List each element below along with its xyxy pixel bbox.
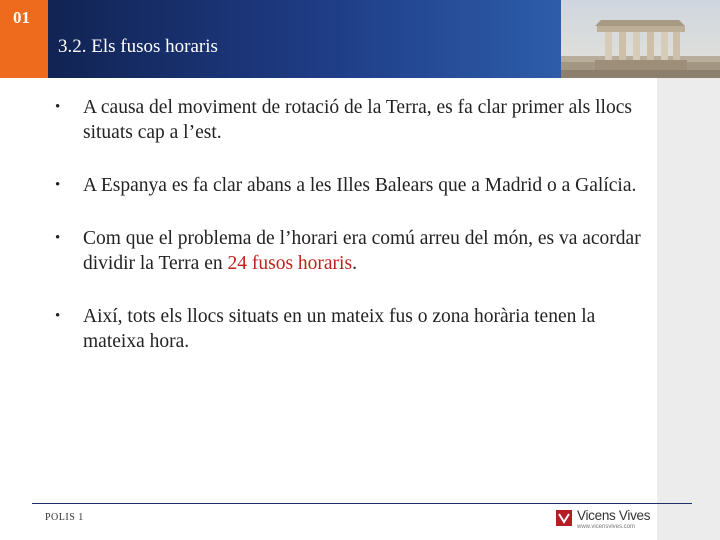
brand-mark-icon xyxy=(556,510,572,526)
bullet-list xyxy=(55,95,645,382)
section-number: 01 xyxy=(13,8,30,27)
brand-name: Vicens Vives xyxy=(577,508,651,523)
bullet-item xyxy=(55,173,645,198)
bullet-text-end: . xyxy=(352,253,357,274)
footer-divider xyxy=(32,503,692,504)
bullet-dot-icon: • xyxy=(55,177,61,193)
section-number-box xyxy=(0,0,48,78)
bullet-dot-icon: • xyxy=(55,230,61,246)
bullet-text: Com que el problema de l’horari era comú arreu del món, es va acordar dividir la Terra en xyxy=(83,228,641,274)
bullet-item xyxy=(55,95,645,145)
footer-label: POLIS 1 xyxy=(45,512,84,523)
slide-title: 3.2. Els fusos horaris xyxy=(58,36,218,57)
acropolis-photo xyxy=(561,0,720,78)
bullet-text: A causa del moviment de rotació de la Terra, es fa clar primer als llocs situats cap a l’est. xyxy=(83,97,632,143)
bullet-text: A Espanya es fa clar abans a les Illes Balears que a Madrid o a Galícia. xyxy=(83,175,637,196)
brand-url: www.vicensvives.com xyxy=(577,524,636,530)
highlight-text: 24 fusos horaris xyxy=(227,253,353,274)
bullet-dot-icon: • xyxy=(55,308,61,324)
bullet-item xyxy=(55,226,645,276)
bullet-item xyxy=(55,304,645,354)
bullet-text: Així, tots els llocs situats en un mateix fus o zona horària tenen la mateixa hora. xyxy=(83,306,596,352)
bullet-dot-icon: • xyxy=(55,99,61,115)
side-strip xyxy=(657,78,720,540)
vicens-vives-logo xyxy=(556,508,656,528)
